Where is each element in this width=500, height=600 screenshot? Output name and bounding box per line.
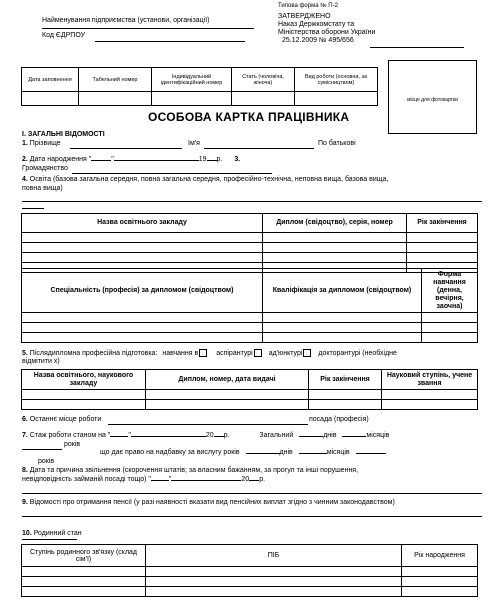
employee-card-form: Типова форма № П-2 Найменування підприємства (установи, організації) Код ЄДРПОУ ЗАТВЕРДЖЕНО Наказ Держкомстату та Міністерства оборони України 25.12.2009 № 495/656 Дата заповнення Табельний номер Індивідуальний ідентифікаційний номер Стать (чоловіча, жіноча) Вид роботи (основна, за сумісництвом) місце для фотокартки ОСОБОВА КАРТКА ПРАЦІВНИКА І. ЗАГАЛЬНІ ВІДОМОСТІ 1. Прізвище Ім'я По батькові 2. Дата народження " " 19 р. 3. Громадянство 4. Освіта (базова загальна середня, повна загальна середня, професійно-технічна, неповна вища, базова вища, повна вища) Назва освітнього закладу Диплом (свідоцтво), серія, номер Рік закінчення Спеціальність (професія) за дипломом (свідоцтвом) Кваліфікація за дипломом (свідоцтвом) Форма навчання (денна, вечірня, заочна) 5. Післядипломна професійна підготовка: навчання в аспірантурі ад'юнктурі докторантурі (необхідне відмітити х) Назва освітнього, наукового закладу Диплом, номер, дата видачі Рік закінчення Науковий ступінь, учене звання 6. Останнє місце роботи посада (професія) 7. Стаж роботи станом на " " 20 р. Загальний днів місяців років що дає право на надбавку за вислугу років днів місяців років 8. Дата та причина звільнення (скорочення штатів; за власним бажанням, за прогул та інші порушення, невідповідність займаній посаді тощо) " " 20 р. 9. Відомості про отримання пенсії (у разі наявності вказати вид пенсійних виплат згідно з чинним законодавством) 10. Родинний стан Ступінь родинного зв'язку (склад сім'ї) ПІБ Рік народження	[0, 0, 500, 600]
bonus-experience-label: що дає право на надбавку за вислугу років	[100, 449, 240, 456]
pg-col-degree: Науковий ступінь, учене звання	[382, 370, 478, 390]
citizenship-field[interactable]	[72, 173, 272, 174]
name-label: Ім'я	[188, 140, 200, 147]
postgrad-table	[21, 369, 478, 410]
form-type: Типова форма № П-2	[278, 3, 338, 9]
page-title: ОСОБОВА КАРТКА ПРАЦІВНИКА	[148, 110, 350, 124]
family-col-relation: Ступінь родинного зв'язку (склад сім'ї)	[22, 545, 146, 567]
pg-col-year: Рік закінчення	[309, 370, 382, 390]
family-col-birth-year: Рік народження	[402, 545, 478, 567]
section1-heading: І. ЗАГАЛЬНІ ВІДОМОСТІ	[22, 131, 105, 138]
col-tax-id: Індивідуальний ідентифікаційний номер	[152, 68, 232, 92]
opt-doctorantura-label: докторантурі (необхідне	[318, 349, 397, 357]
edu-col-institution: Назва освітнього закладу	[22, 214, 263, 233]
table-row[interactable]	[22, 253, 263, 263]
cell-fill-date[interactable]	[22, 92, 79, 106]
education-field[interactable]	[22, 201, 482, 202]
org-name-label: Найменування підприємства (установи, організації)	[42, 17, 210, 24]
dismissal-label: Дата та причина звільнення (скорочення штатів; за власним бажанням, за прогул та інші порушення,	[29, 467, 359, 474]
birth-date-label: Дата народження "	[29, 156, 92, 163]
col-fill-date: Дата заповнення	[22, 68, 79, 92]
study-checkbox[interactable]	[199, 349, 207, 357]
spec-col-study-form: Форма навчання (денна, вечірня, заочна)	[422, 269, 478, 313]
adjunktura-checkbox[interactable]	[303, 349, 311, 357]
pension-label: Відомості про отримання пенсії (у разі наявності вказати вид пенсійних виплат згідно з чинним законодавством)	[29, 499, 395, 506]
table-row[interactable]	[22, 400, 146, 410]
experience-label: Стаж роботи станом на "	[29, 432, 111, 439]
total-experience-label: Загальний	[259, 432, 294, 439]
opt-aspirantura-label: аспірантурі	[216, 349, 253, 357]
last-job-label: Останнє місце роботи	[29, 416, 102, 423]
cell-tax-id[interactable]	[152, 92, 232, 106]
table-row[interactable]	[22, 390, 146, 400]
col-tab-number: Табельний номер	[79, 68, 152, 92]
pg-col-institution: Назва освітнього, наукового закладу	[22, 370, 146, 390]
order-line-1: Наказ Держкомстату та	[278, 21, 355, 28]
pg-col-diploma: Диплом, номер, дата видачі	[146, 370, 309, 390]
aspirantura-checkbox[interactable]	[254, 349, 262, 357]
table-row[interactable]	[22, 233, 263, 243]
table-row[interactable]	[22, 577, 146, 587]
family-col-name: ПІБ	[146, 545, 402, 567]
citizenship-label: Громадянство	[22, 165, 68, 172]
approved-label: ЗАТВЕРДЖЕНО	[278, 13, 331, 20]
education-table	[21, 213, 478, 273]
cell-tab-number[interactable]	[79, 92, 152, 106]
order-line-3: 25.12.2009 № 495/656	[282, 37, 354, 44]
cell-work-type[interactable]	[295, 92, 378, 106]
table-row[interactable]	[22, 567, 146, 577]
table-row[interactable]	[22, 243, 263, 253]
surname-field[interactable]	[70, 148, 182, 149]
years-field[interactable]	[22, 449, 62, 450]
specialty-table	[21, 268, 478, 343]
order-line-2: Міністерства оборони України	[278, 29, 376, 36]
education-label: Освіта (базова загальна середня, повна загальна середня, професійно-технічна, неповна вища, базова вища,	[29, 176, 389, 183]
photo-label: місце для фотокартки	[407, 97, 458, 103]
col-work-type: Вид роботи (основна, за сумісництвом)	[295, 68, 378, 92]
cell-gender[interactable]	[232, 92, 295, 106]
opt-study-label: навчання в	[162, 349, 199, 357]
edrpou-label: Код ЄДРПОУ	[42, 32, 86, 39]
family-status-label: Родинний стан	[33, 530, 82, 537]
postgrad-label: Післядипломна професійна підготовка:	[29, 349, 158, 357]
table-row[interactable]	[22, 313, 263, 323]
opt-adjunktura-label: ад'юнктурі	[268, 349, 303, 357]
table-row[interactable]	[22, 333, 263, 343]
position-label: посада (професія)	[309, 416, 369, 423]
last-job-field[interactable]	[108, 424, 308, 425]
photo-box[interactable]	[388, 60, 477, 134]
spec-col-qualification: Кваліфікація за дипломом (свідоцтвом)	[263, 269, 422, 313]
pension-field[interactable]	[22, 516, 482, 517]
family-table	[21, 544, 478, 597]
name-field[interactable]	[204, 148, 314, 149]
spec-col-specialty: Спеціальність (професія) за дипломом (свідоцтвом)	[22, 269, 263, 313]
dismissal-field[interactable]	[22, 493, 482, 494]
top-table	[21, 67, 378, 106]
patronymic-label: По батькові	[318, 140, 356, 147]
edu-col-diploma: Диплом (свідоцтво), серія, номер	[263, 214, 407, 233]
edu-col-year: Рік закінчення	[407, 214, 478, 233]
surname-label: Прізвище	[29, 140, 61, 147]
table-row[interactable]	[22, 323, 263, 333]
col-gender: Стать (чоловіча, жіноча)	[232, 68, 295, 92]
table-row[interactable]	[22, 587, 146, 597]
